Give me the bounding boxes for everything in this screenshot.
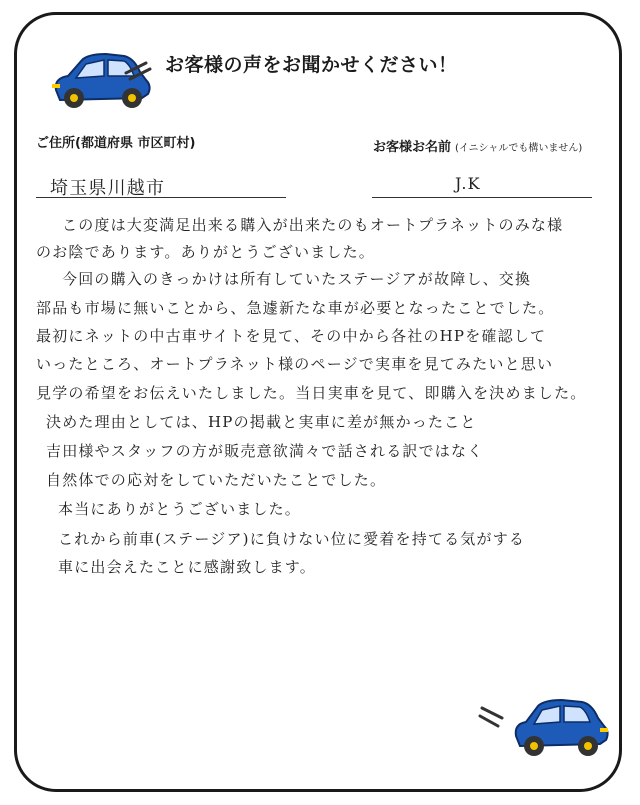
- message-line: のお陰であります。ありがとうございました。: [36, 243, 376, 261]
- address-value: 埼玉県川越市: [50, 178, 166, 199]
- message-line: 見学の希望をお伝えいたしました。当日実車を見て、即購入を決めました。: [36, 384, 587, 402]
- message-line: 吉田様やスタッフの方が販売意欲満々で話される訳ではなく: [46, 442, 484, 460]
- message-line: 車に出会えたことに感謝致します。: [58, 558, 317, 576]
- message-line: いったところ、オートプラネット様のページで実車を見てみたいと思い: [36, 355, 554, 373]
- message-line: 本当にありがとうございました。: [58, 500, 302, 518]
- message-line: 自然体での応対をしていただいたことでした。: [46, 471, 387, 489]
- message-line: 今回の購入のきっかけは所有していたステージアが故障し、交換: [62, 270, 532, 288]
- address-label: ご住所(都道府県 市区町村): [36, 136, 196, 151]
- name-label: [373, 136, 582, 155]
- message-line: 決めた理由としては、HPの掲載と実車に差が無かったこと: [46, 413, 477, 431]
- message-line: 最初にネットの中古車サイトを見て、その中から各社のHPを確認して: [36, 327, 547, 345]
- address-underline: [36, 197, 286, 198]
- name-label-text: お客様お名前: [373, 140, 452, 155]
- car-icon-bottom: [508, 694, 612, 760]
- message-line: これから前車(ステージア)に負けない位に愛着を持てる気がする: [58, 530, 526, 548]
- motion-lines-icon-top: [120, 55, 160, 85]
- name-value: J.K: [455, 174, 481, 193]
- page-title: お客様の声をお聞かせください！: [165, 54, 458, 76]
- name-underline: [372, 197, 592, 198]
- message-line: この度は大変満足出来る購入が出来たのもオートプラネットのみな様: [62, 216, 564, 234]
- name-label-note: (イニシャルでも構いません): [455, 143, 583, 154]
- message-line: 部品も市場に無いことから、急遽新たな車が必要となったことでした。: [36, 299, 555, 317]
